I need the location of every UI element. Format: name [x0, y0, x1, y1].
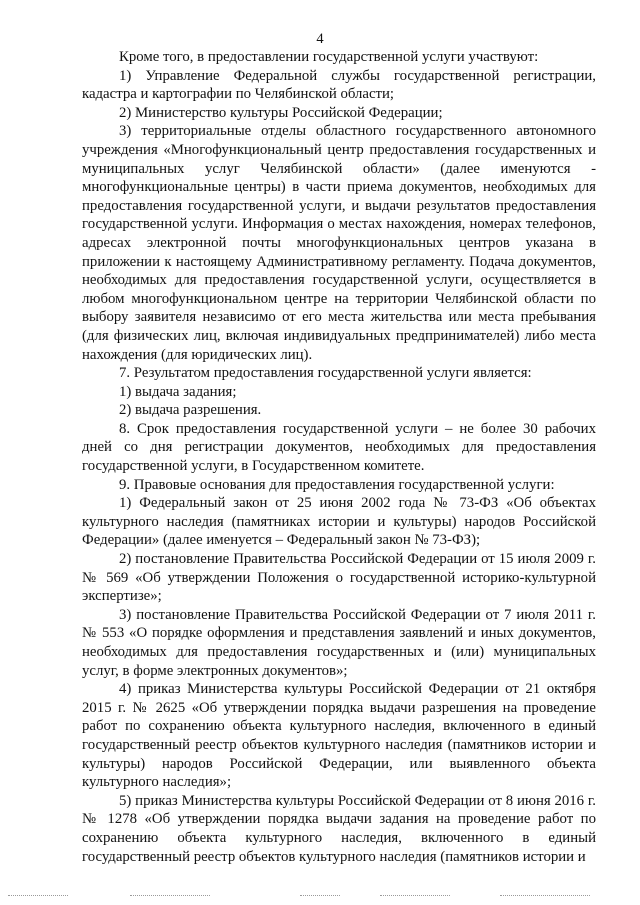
- paragraph-item-9: 9. Правовые основания для предоставления государственной услуги:: [119, 476, 555, 493]
- document-body: [82, 48, 596, 866]
- paragraph-result-1: 1) выдача задания;: [119, 383, 237, 400]
- paragraph-legal-5: 5) приказ Министерства культуры Российской Федерации от 8 июня 2016 г. № 1278 «Об утверждении порядка выдачи задания на проведение работ по сохранению объекта культурного наследия, включенного в единый государственный реестр объектов культурного наследия (памятников истории и: [82, 792, 596, 865]
- paragraph-item-7: 7. Результатом предоставления государственной услуги является:: [119, 365, 532, 382]
- paragraph-legal-4: 4) приказ Министерства культуры Российской Федерации от 21 октября 2015 г. № 2625 «Об утверждении порядка выдачи разрешения на проведение работ по сохранению объекта культурного наследия, включенного в единый государственный реестр объектов культурного наследия (памятников истории и культуры) народов Российской Федерации, или выявленного объекта культурного наследия»;: [82, 681, 596, 791]
- paragraph-participant-2: 2) Министерство культуры Российской Федерации;: [119, 104, 443, 121]
- scan-mark: [300, 895, 340, 897]
- paragraph-legal-3: 3) постановление Правительства Российской Федерации от 7 июля 2011 г. № 553 «О порядке оформления и представления заявлений и иных документов, необходимых для предоставления государственных и (или) муниципальных услуг, в форме электронных документов»;: [82, 606, 596, 679]
- paragraph-legal-2: 2) постановление Правительства Российской Федерации от 15 июля 2009 г. № 569 «Об утверждении Положения о государственной историко-культурной экспертизе»;: [82, 551, 596, 605]
- scan-edge-marks: [0, 895, 640, 901]
- page-number: 4: [316, 31, 324, 47]
- scan-mark: [500, 895, 590, 897]
- paragraph-intro: Кроме того, в предоставлении государственной услуги участвуют:: [119, 49, 539, 65]
- scan-mark: [8, 895, 68, 897]
- scan-mark: [380, 895, 450, 897]
- paragraph-item-8: 8. Срок предоставления государственной услуги – не более 30 рабочих дней со дня регистрации документов, необходимых для предоставления государственной услуги, в Государственном комитете.: [82, 420, 596, 475]
- paragraph-legal-1: 1) Федеральный закон от 25 июня 2002 года № 73-ФЗ «Об объектах культурного наследия (памятниках истории и культуры) народов Российской Федерации» (далее именуется – Федеральный закон № 73-ФЗ);: [82, 495, 596, 549]
- paragraph-participant-3: 3) территориальные отделы областного государственного автономного учреждения «Многофункциональный центр предоставления государственных и муниципальных услуг Челябинской области» (далее именуются - многофункциональные центры) в части приема документов, необходимых для предоставления государственной услуги, и выдачи результатов предоставления государственной услуги. Информация о местах нахождения, номерах телефонов, адресах электронной почты многофункциональных центров указана в приложении к настоящему Административному регламенту. Подача документов, необходимых для предоставления государственной услуги, осуществляется в любом многофункциональном центре на территории Челябинской области по выбору заявителя независимо от его места жительства или места пребывания (для физических лиц, включая индивидуальных предпринимателей) либо места нахождения (для юридических лиц).: [82, 123, 596, 363]
- scan-mark: [130, 895, 210, 897]
- paragraph-participant-1: 1) Управление Федеральной службы государственной регистрации, кадастра и картографии по Челябинской области;: [82, 67, 596, 103]
- paragraph-result-2: 2) выдача разрешения.: [119, 402, 262, 419]
